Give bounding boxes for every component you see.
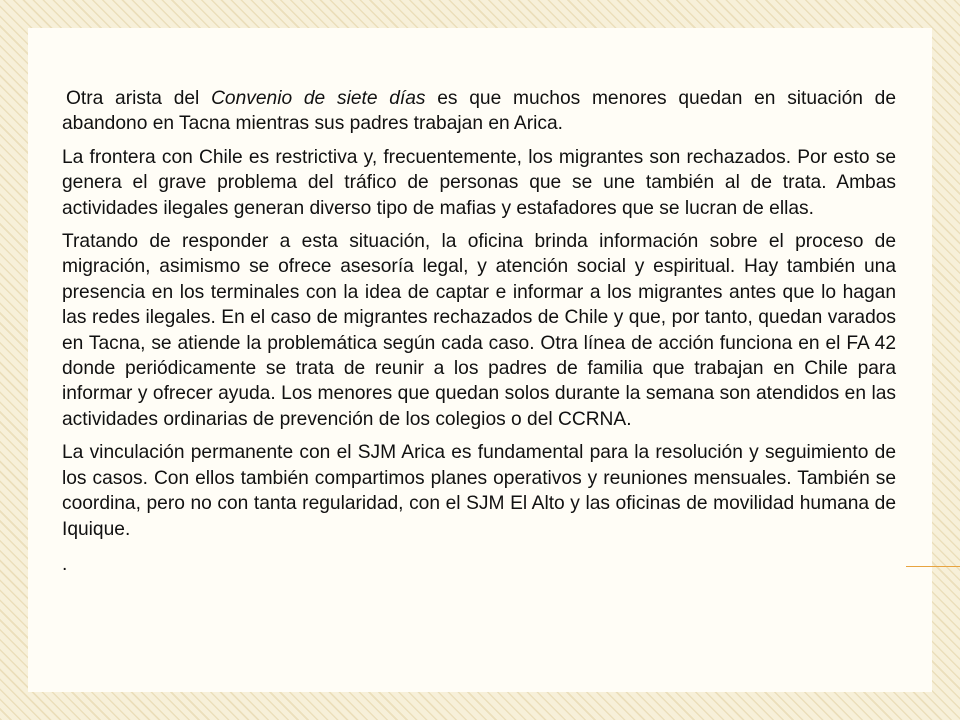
slide-text xyxy=(62,86,896,585)
paragraph-2: La frontera con Chile es restrictiva y, frecuentemente, los migrantes son rechazados. Por esto se genera el grave problema del tráfico de personas que se une también al de trata. Ambas actividades ilegales generan diverso tipo de mafias y estafadores que se lucran de ellas. xyxy=(62,146,896,219)
accent-line xyxy=(906,566,960,567)
paragraph-5: . xyxy=(62,553,68,575)
paragraph-4: La vinculación permanente con el SJM Arica es fundamental para la resolución y seguimiento de los casos. Con ellos también compartimos planes operativos y reuniones mensuales. También se coordina, pero no con tanta regularidad, con el SJM El Alto y las oficinas de movilidad humana de Iquique. xyxy=(62,442,896,540)
paragraph-1-start: Otra arista del xyxy=(66,88,212,109)
convenio-title: Convenio de siete días xyxy=(211,88,426,109)
paragraph-3: Tratando de responder a esta situación, la oficina brinda información sobre el proceso de migración, asimismo se ofrece asesoría legal, y atención social y espiritual. Hay también una presencia en los terminales con la idea de captar e informar a los migrantes antes que lo hagan las redes ilegales. En el caso de migrantes rechazados de Chile y que, por tanto, quedan varados en Tacna, se atiende la problemática según cada caso. Otra línea de acción funciona en el FA 42 donde periódicamente se trata de reunir a los padres de familia que trabajan en Chile para informar y ofrecer ayuda. Los menores que quedan solos durante la semana son atendidos en las actividades ordinarias de prevención de los colegios o del CCRNA. xyxy=(62,231,896,430)
paragraph-1 xyxy=(62,86,896,137)
paragraph-1-end: es que muchos menores quedan en situación de abandono en Tacna mientras sus padres trabajan en Arica. xyxy=(62,88,897,135)
